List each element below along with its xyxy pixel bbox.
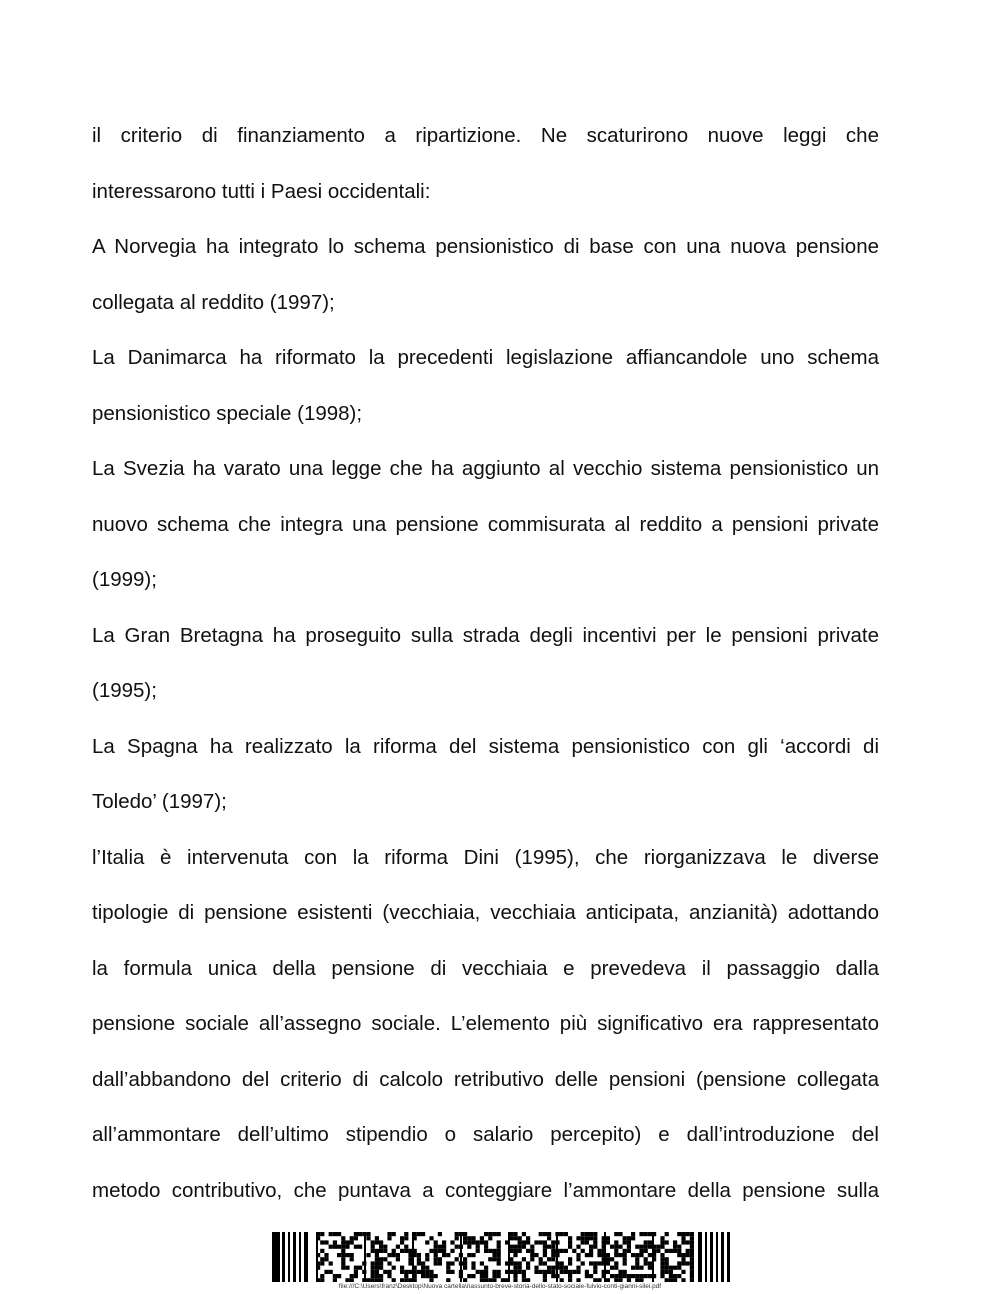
text-line: pensione sociale all’assegno sociale. L’elemento più significativo era rappresentato	[92, 1012, 879, 1035]
text-line: (1995);	[92, 679, 157, 702]
text-line: La Spagna ha realizzato la riforma del sistema pensionistico con gli ‘accordi di	[92, 734, 879, 758]
paragraph-norvegia	[92, 219, 879, 330]
text-line: all’ammontare dell’ultimo stipendio o salario percepito) e dall’introduzione del	[92, 1123, 879, 1146]
text-line: La Svezia ha varato una legge che ha aggiunto al vecchio sistema pensionistico un	[92, 457, 879, 480]
paragraph-spagna	[92, 719, 879, 830]
text-line: pensionistico speciale (1998);	[92, 401, 363, 425]
paragraph-svezia	[92, 441, 879, 608]
text-line: nuovo schema che integra una pensione commisurata al reddito a pensioni private	[92, 512, 879, 536]
text-line: A Norvegia ha integrato lo schema pensionistico di base con una nuova pensione	[92, 235, 879, 258]
text-line: dall’abbandono del criterio di calcolo retributivo delle pensioni (pensione collegata	[92, 1067, 879, 1091]
paragraph-gran-bretagna	[92, 608, 879, 719]
text-line: tipologie di pensione esistenti (vecchiaia, vecchiaia anticipata, anzianità) adottando	[92, 901, 879, 924]
text-line: Toledo’ (1997);	[92, 790, 227, 813]
barcode-icon	[272, 1232, 730, 1282]
text-line: La Gran Bretagna ha proseguito sulla strada degli incentivi per le pensioni private	[92, 623, 879, 647]
paragraph-italia	[92, 830, 879, 1219]
document-body	[92, 108, 879, 1218]
text-line: metodo contributivo, che puntava a conteggiare l’ammontare della pensione sulla	[92, 1178, 879, 1202]
paragraph-intro	[92, 108, 879, 219]
text-line: l’Italia è intervenuta con la riforma Dini (1995), che riorganizzava le diverse	[92, 845, 879, 869]
text-line: interessarono tutti i Paesi occidentali:	[92, 179, 431, 203]
text-line: La Danimarca ha riformato la precedenti legislazione affiancandole uno schema	[92, 346, 879, 369]
paragraph-danimarca	[92, 330, 879, 441]
text-line: (1999);	[92, 568, 157, 591]
text-line: il criterio di finanziamento a ripartizione. Ne scaturirono nuove leggi che	[92, 124, 879, 147]
text-line: collegata al reddito (1997);	[92, 290, 335, 314]
footer-file-path: file:///C:\Users\franz\Desktop\Nuova cartella\riassunto-breve-storia-dello-stato-sociale-fulvio-conti-gianni-silei.pdf	[338, 1283, 662, 1290]
text-line: la formula unica della pensione di vecchiaia e prevedeva il passaggio dalla	[92, 956, 879, 980]
